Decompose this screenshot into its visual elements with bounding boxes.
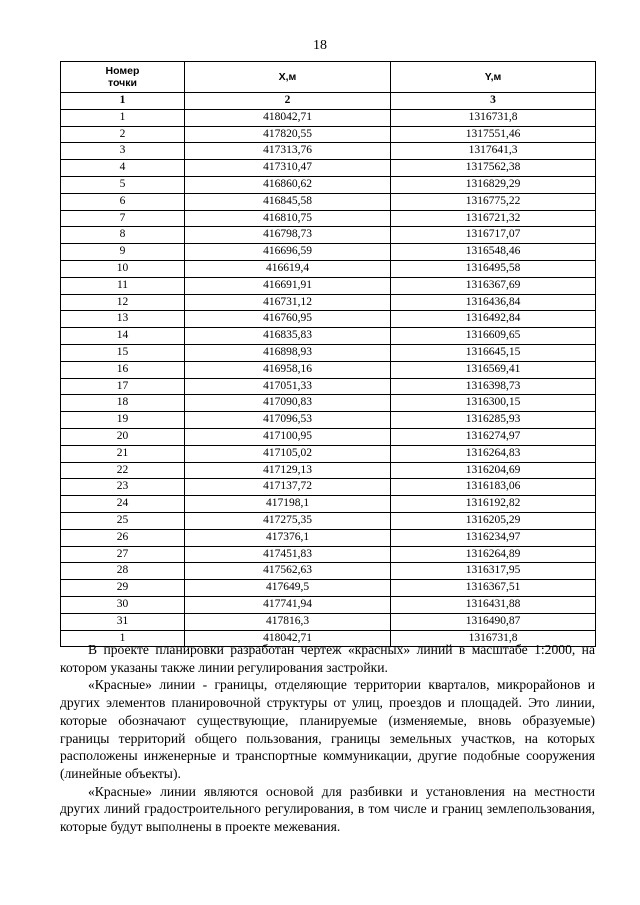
cell-x: 417275,35	[185, 512, 391, 529]
cell-point-number: 25	[61, 512, 185, 529]
cell-point-number: 7	[61, 210, 185, 227]
table-row	[61, 613, 596, 630]
table-row	[61, 596, 596, 613]
cell-y: 1316569,41	[391, 361, 596, 378]
table-row	[61, 311, 596, 328]
cell-x: 416835,83	[185, 328, 391, 345]
page-number: 18	[313, 38, 327, 53]
cell-point-number: 8	[61, 227, 185, 244]
table-row	[61, 277, 596, 294]
table-row	[61, 227, 596, 244]
cell-y: 1316317,95	[391, 563, 596, 580]
cell-x: 417376,1	[185, 529, 391, 546]
cell-x: 417649,5	[185, 580, 391, 597]
cell-point-number: 15	[61, 344, 185, 361]
cell-x: 417451,83	[185, 546, 391, 563]
cell-y: 1316367,69	[391, 277, 596, 294]
cell-y: 1317562,38	[391, 160, 596, 177]
cell-x: 416731,12	[185, 294, 391, 311]
cell-point-number: 19	[61, 412, 185, 429]
cell-point-number: 2	[61, 126, 185, 143]
cell-x: 417137,72	[185, 479, 391, 496]
cell-x: 417562,63	[185, 563, 391, 580]
table-row	[61, 512, 596, 529]
cell-y: 1316264,83	[391, 445, 596, 462]
cell-point-number: 24	[61, 496, 185, 513]
cell-point-number: 18	[61, 395, 185, 412]
table-row	[61, 496, 596, 513]
table-row	[61, 344, 596, 361]
cell-point-number: 6	[61, 193, 185, 210]
cell-x: 417105,02	[185, 445, 391, 462]
cell-y: 1316431,88	[391, 596, 596, 613]
cell-point-number: 28	[61, 563, 185, 580]
cell-y: 1316367,51	[391, 580, 596, 597]
cell-y: 1316192,82	[391, 496, 596, 513]
table-row	[61, 529, 596, 546]
cell-x: 416898,93	[185, 344, 391, 361]
cell-point-number: 21	[61, 445, 185, 462]
cell-point-number: 10	[61, 260, 185, 277]
cell-y: 1316398,73	[391, 378, 596, 395]
cell-y: 1316274,97	[391, 428, 596, 445]
column-numbers-row	[61, 93, 596, 110]
cell-point-number: 29	[61, 580, 185, 597]
table-row	[61, 126, 596, 143]
cell-x: 416619,4	[185, 260, 391, 277]
cell-x: 416696,59	[185, 244, 391, 261]
cell-point-number: 11	[61, 277, 185, 294]
cell-point-number: 1	[61, 109, 185, 126]
cell-x: 417100,95	[185, 428, 391, 445]
table-row	[61, 193, 596, 210]
cell-point-number: 27	[61, 546, 185, 563]
cell-point-number: 16	[61, 361, 185, 378]
table-row	[61, 378, 596, 395]
cell-x: 416860,62	[185, 176, 391, 193]
cell-point-number: 14	[61, 328, 185, 345]
cell-y: 1316731,8	[391, 630, 596, 647]
cell-point-number: 1	[61, 630, 185, 647]
table-row	[61, 294, 596, 311]
cell-x: 418042,71	[185, 109, 391, 126]
cell-x: 416798,73	[185, 227, 391, 244]
body-text	[60, 641, 595, 836]
cell-x: 417129,13	[185, 462, 391, 479]
table-row	[61, 412, 596, 429]
cell-x: 416691,91	[185, 277, 391, 294]
table-row	[61, 563, 596, 580]
cell-x: 416810,75	[185, 210, 391, 227]
table-row	[61, 428, 596, 445]
cell-x: 416845,58	[185, 193, 391, 210]
cell-y: 1316609,65	[391, 328, 596, 345]
table-row	[61, 210, 596, 227]
cell-x: 417741,94	[185, 596, 391, 613]
cell-y: 1316645,15	[391, 344, 596, 361]
table-row	[61, 160, 596, 177]
cell-y: 1316436,84	[391, 294, 596, 311]
table-row	[61, 395, 596, 412]
cell-point-number: 5	[61, 176, 185, 193]
cell-point-number: 4	[61, 160, 185, 177]
cell-point-number: 30	[61, 596, 185, 613]
table-row	[61, 580, 596, 597]
table-row	[61, 479, 596, 496]
table-row	[61, 462, 596, 479]
cell-x: 416760,95	[185, 311, 391, 328]
cell-y: 1316495,58	[391, 260, 596, 277]
paragraph: В проекте планировки разработан чертеж «красных» линий в масштабе 1:2000, на котором указаны также линии регулирования застройки.	[60, 642, 595, 675]
cell-y: 1317551,46	[391, 126, 596, 143]
table-row	[61, 143, 596, 160]
table-row	[61, 244, 596, 261]
cell-point-number: 22	[61, 462, 185, 479]
cell-x: 418042,71	[185, 630, 391, 647]
cell-x: 417310,47	[185, 160, 391, 177]
table-header-row	[61, 62, 596, 93]
paragraph: «Красные» линии являются основой для разбивки и установления на местности других линий градостроительного регулирования, в том числе и границ землепользования, которые будут выполнены в проекте межевания.	[60, 783, 595, 835]
header-y: Y,м	[391, 62, 596, 93]
cell-point-number: 9	[61, 244, 185, 261]
paragraph: «Красные» линии - границы, отделяющие территории кварталов, микрорайонов и других элементов планировочной структуры от улиц, проездов и площадей. Это линии, которые обозначают существующие, планируемые (изменяемые, вновь образуемые) границы территорий общего пользования, границы земельных участков, на которых расположены инженерные и транспортные коммуникации, другие подобные сооружения (линейные объекты).	[60, 677, 595, 781]
cell-x: 417820,55	[185, 126, 391, 143]
cell-x: 417198,1	[185, 496, 391, 513]
cell-y: 1316775,22	[391, 193, 596, 210]
table-row	[61, 445, 596, 462]
cell-x: 417051,33	[185, 378, 391, 395]
table-row	[61, 260, 596, 277]
cell-y: 1316721,32	[391, 210, 596, 227]
cell-y: 1316183,06	[391, 479, 596, 496]
cell-y: 1316548,46	[391, 244, 596, 261]
cell-x: 416958,16	[185, 361, 391, 378]
table-body	[61, 93, 596, 647]
cell-y: 1316264,89	[391, 546, 596, 563]
cell-x: 417313,76	[185, 143, 391, 160]
table-row	[61, 109, 596, 126]
column-number: 3	[391, 93, 596, 110]
cell-point-number: 31	[61, 613, 185, 630]
cell-x: 417090,83	[185, 395, 391, 412]
cell-x: 417096,53	[185, 412, 391, 429]
cell-point-number: 3	[61, 143, 185, 160]
cell-y: 1316205,29	[391, 512, 596, 529]
cell-y: 1316731,8	[391, 109, 596, 126]
cell-y: 1316490,87	[391, 613, 596, 630]
cell-point-number: 13	[61, 311, 185, 328]
table-row	[61, 361, 596, 378]
cell-point-number: 17	[61, 378, 185, 395]
cell-x: 417816,3	[185, 613, 391, 630]
table-row	[61, 328, 596, 345]
cell-point-number: 12	[61, 294, 185, 311]
cell-y: 1316204,69	[391, 462, 596, 479]
cell-y: 1316300,15	[391, 395, 596, 412]
cell-y: 1316829,29	[391, 176, 596, 193]
coordinates-table	[60, 61, 596, 647]
cell-y: 1316234,97	[391, 529, 596, 546]
column-number: 1	[61, 93, 185, 110]
cell-y: 1316492,84	[391, 311, 596, 328]
cell-y: 1317641,3	[391, 143, 596, 160]
table-row	[61, 176, 596, 193]
column-number: 2	[185, 93, 391, 110]
table-row	[61, 546, 596, 563]
cell-y: 1316717,07	[391, 227, 596, 244]
cell-point-number: 26	[61, 529, 185, 546]
header-x: X,м	[185, 62, 391, 93]
cell-point-number: 23	[61, 479, 185, 496]
header-point-number: Номер точки	[61, 62, 185, 93]
cell-y: 1316285,93	[391, 412, 596, 429]
cell-point-number: 20	[61, 428, 185, 445]
